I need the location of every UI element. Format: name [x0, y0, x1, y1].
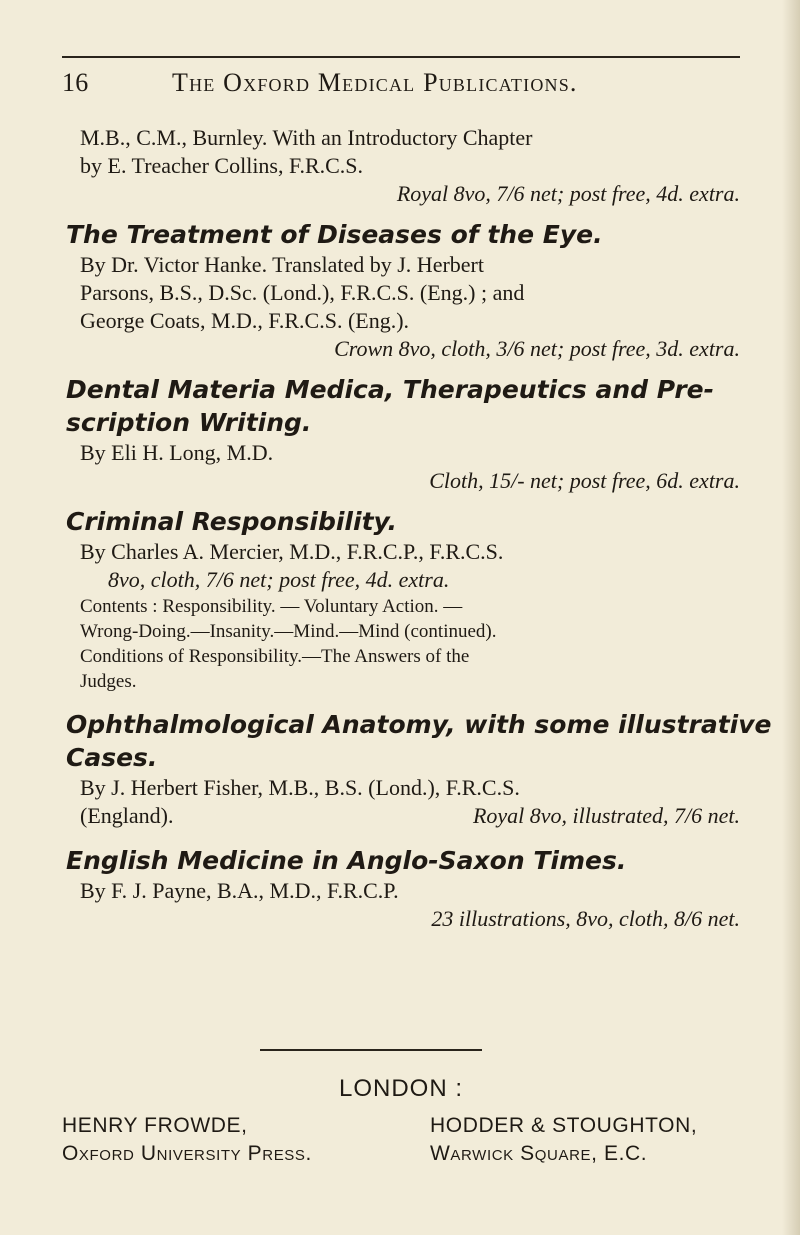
page-header: [62, 68, 752, 98]
publisher-address: Warwick Square, E.C.: [430, 1142, 648, 1165]
entry-price: Crown 8vo, cloth, 3/6 net; post free, 3d. extra.: [334, 336, 740, 361]
entry-text-line: By Dr. Victor Hanke. Translated by J. Herbert: [80, 252, 484, 277]
entry-text-line: George Coats, M.D., F.R.C.S. (Eng.).: [80, 308, 410, 333]
catalogue-entry: [66, 708, 772, 830]
publisher-left: [62, 1112, 312, 1168]
entry-title: English Medicine in Anglo-Saxon Times.: [66, 846, 627, 875]
entry-last-line: [80, 802, 748, 830]
contents-line: Wrong-Doing.—Insanity.—Mind.—Mind (continued).: [80, 621, 497, 642]
running-title: The Oxford Medical Publications.: [172, 68, 578, 97]
catalogue-body: [66, 124, 772, 933]
entry-title: Criminal Responsibility.: [66, 507, 398, 536]
publisher-house: Oxford University Press.: [62, 1142, 312, 1165]
catalogue-entry: [66, 844, 748, 933]
footer-rule: [260, 1049, 482, 1051]
catalogue-entry: [80, 124, 748, 208]
catalogue-entry: [66, 373, 748, 495]
contents-line: Conditions of Responsibility.—The Answers of the: [80, 646, 470, 667]
header-rule: [62, 56, 740, 58]
entry-title: scription Writing.: [66, 408, 312, 437]
entry-title: Ophthalmological Anatomy, with some illustrative: [66, 710, 772, 739]
entry-price: Royal 8vo, 7/6 net; post free, 4d. extra.: [396, 181, 740, 206]
page-edge-shadow: [782, 0, 800, 1235]
entry-text-line: By Eli H. Long, M.D.: [80, 440, 274, 465]
entry-price: Royal 8vo, illustrated, 7/6 net.: [472, 803, 740, 828]
entry-text-line: M.B., C.M., Burnley. With an Introductory Chapter: [80, 125, 533, 150]
entry-price: 23 illustrations, 8vo, cloth, 8/6 net.: [431, 906, 740, 931]
entry-price: 8vo, cloth, 7/6 net; post free, 4d. extra.: [108, 567, 450, 592]
publisher-name: HODDER & STOUGHTON,: [430, 1114, 698, 1137]
entry-text-line: By F. J. Payne, B.A., M.D., F.R.C.P.: [80, 878, 399, 903]
entry-text-line: Parsons, B.S., D.Sc. (Lond.), F.R.C.S. (Eng.) ; and: [80, 280, 525, 305]
entry-title: The Treatment of Diseases of the Eye.: [66, 220, 603, 249]
publisher-name: HENRY FROWDE,: [62, 1114, 248, 1137]
entry-text-line: By J. Herbert Fisher, M.B., B.S. (Lond.), F.R.C.S.: [80, 775, 520, 800]
entry-contents: [80, 594, 748, 694]
entry-text-tail: (England).: [80, 803, 174, 828]
entry-text-line: by E. Treacher Collins, F.R.C.S.: [80, 153, 364, 178]
page-number: 16: [62, 68, 89, 97]
publisher-right: [430, 1112, 697, 1168]
entry-title: Dental Materia Medica, Therapeutics and Pre-: [66, 375, 714, 404]
entry-title: Cases.: [66, 743, 158, 772]
contents-line: Judges.: [80, 671, 137, 692]
catalogue-entry: [66, 218, 748, 363]
contents-line: Contents : Responsibility. — Voluntary Action. —: [80, 596, 463, 617]
catalogue-entry: [66, 505, 748, 694]
entry-price: Cloth, 15/- net; post free, 6d. extra.: [429, 468, 740, 493]
entry-text-line: By Charles A. Mercier, M.D., F.R.C.P., F.R.C.S.: [80, 539, 504, 564]
imprint-city: LONDON :: [339, 1075, 464, 1102]
